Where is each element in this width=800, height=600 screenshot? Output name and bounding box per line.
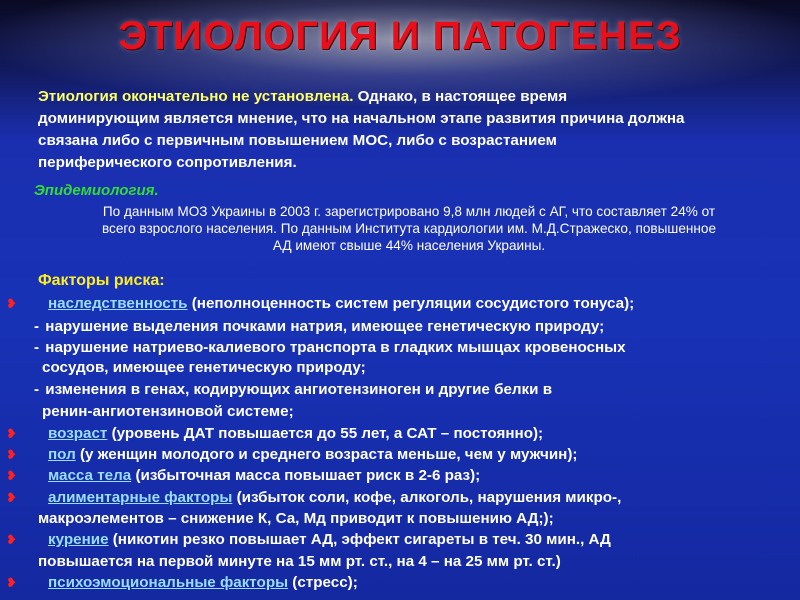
etiology-line-2: доминирующим является мнение, что на начальном этапе развития причина должна xyxy=(38,110,685,127)
bullet-icon: ❥ xyxy=(6,426,17,441)
weight-link[interactable]: масса тела xyxy=(48,467,132,484)
bullet-icon: ❥ xyxy=(6,296,17,311)
risk-factors-heading: Факторы риска: xyxy=(38,272,165,289)
dash-marker: - xyxy=(34,339,40,356)
bullet-icon: ❥ xyxy=(6,490,17,505)
epidemiology-line-2: всего взрослого населения. По данным Института кардиологии им. М.Д.Стражеско, повышенное xyxy=(101,221,717,236)
epidemiology-line-1: По данным МОЗ Украины в 2003 г. зарегистрировано 9,8 млн людей с АГ, что составляет 24% от xyxy=(102,204,716,219)
etiology-paragraph xyxy=(38,86,778,174)
bullet-icon: ❥ xyxy=(6,575,17,590)
bullet-icon: ❥ xyxy=(6,468,17,483)
epidemiology-line-3: АД имеют свыше 44% населения Украины. xyxy=(272,238,546,253)
etiology-line-3: связана либо с первичным повышением МОС, либо с возрастанием xyxy=(38,132,557,149)
age-link[interactable]: возраст xyxy=(48,425,108,442)
slide: ЭТИОЛОГИЯ И ПАТОГЕНЕЗ Этиология окончательно не установлена. Однако, в настоящее время доминирующим является мнение, что на начальном этапе развития причина должна связана либо с первичным повышением МОС, либо с возрастанием периферического сопротивления. Эпидемиология. По данным МОЗ Украины в 2003 г. зарегистрировано 9,8 млн людей с АГ, что составляет 24% от всего взрослого населения. По данным Института кардиологии им. М.Д.Стражеско, повышенное АД имеют свыше 44% населения Украины. Факторы риска: ❥ наследственность (неполноценность систем регуляции сосудистого тонуса); - нарушение выделения почками натрия, имеющее генетическую природу; - нарушение натриево-калиевого транспорта в гладких мышцах кровеносных сосудов, имеющее генетическую природу; - изменения в генах, кодирующих ангиотензиноген и другие белки в ренин-ангиотензиновой системе; ❥ возраст (уровень ДАТ повышается до 55 лет, а САТ – постоянно); ❥ пол (у женщин молодого и среднего возраста меньше, чем у мужчин); ❥ масса тела (избыточная масса повышает риск в 2-6 раз); ❥ алиментарные факторы (избыток соли, кофе, алкоголь, нарушения микро-, макроэлементов – снижение К, Са, Мд приводит к повышению АД;); ❥ курение (никотин резко повышает АД, эффект сигареты в теч. 30 мин., АД повышается на первой минуте на 15 мм рт. ст., на 4 – на 25 мм рт. ст.) ❥ психоэмоциональные факторы (стресс); xyxy=(0,0,800,600)
heredity-link[interactable]: наследственность xyxy=(48,295,188,312)
dash-marker: - xyxy=(34,381,40,398)
bullet-icon: ❥ xyxy=(6,447,17,462)
dash-marker: - xyxy=(34,318,40,335)
etiology-lead: Этиология окончательно не установлена. xyxy=(38,88,354,105)
etiology-line-1-rest: Однако, в настоящее время xyxy=(353,88,568,105)
epidemiology-paragraph xyxy=(24,203,794,254)
slide-title: ЭТИОЛОГИЯ И ПАТОГЕНЕЗ xyxy=(118,14,682,58)
etiology-line-1 xyxy=(38,86,778,108)
psycho-link[interactable]: психоэмоциональные факторы xyxy=(48,574,289,591)
bullet-icon: ❥ xyxy=(6,532,17,547)
epidemiology-heading: Эпидемиология. xyxy=(34,182,159,199)
smoking-link[interactable]: курение xyxy=(48,531,109,548)
etiology-line-4: периферического сопротивления. xyxy=(38,154,297,171)
diet-link[interactable]: алиментарные факторы xyxy=(48,489,233,506)
sex-link[interactable]: пол xyxy=(48,446,76,463)
